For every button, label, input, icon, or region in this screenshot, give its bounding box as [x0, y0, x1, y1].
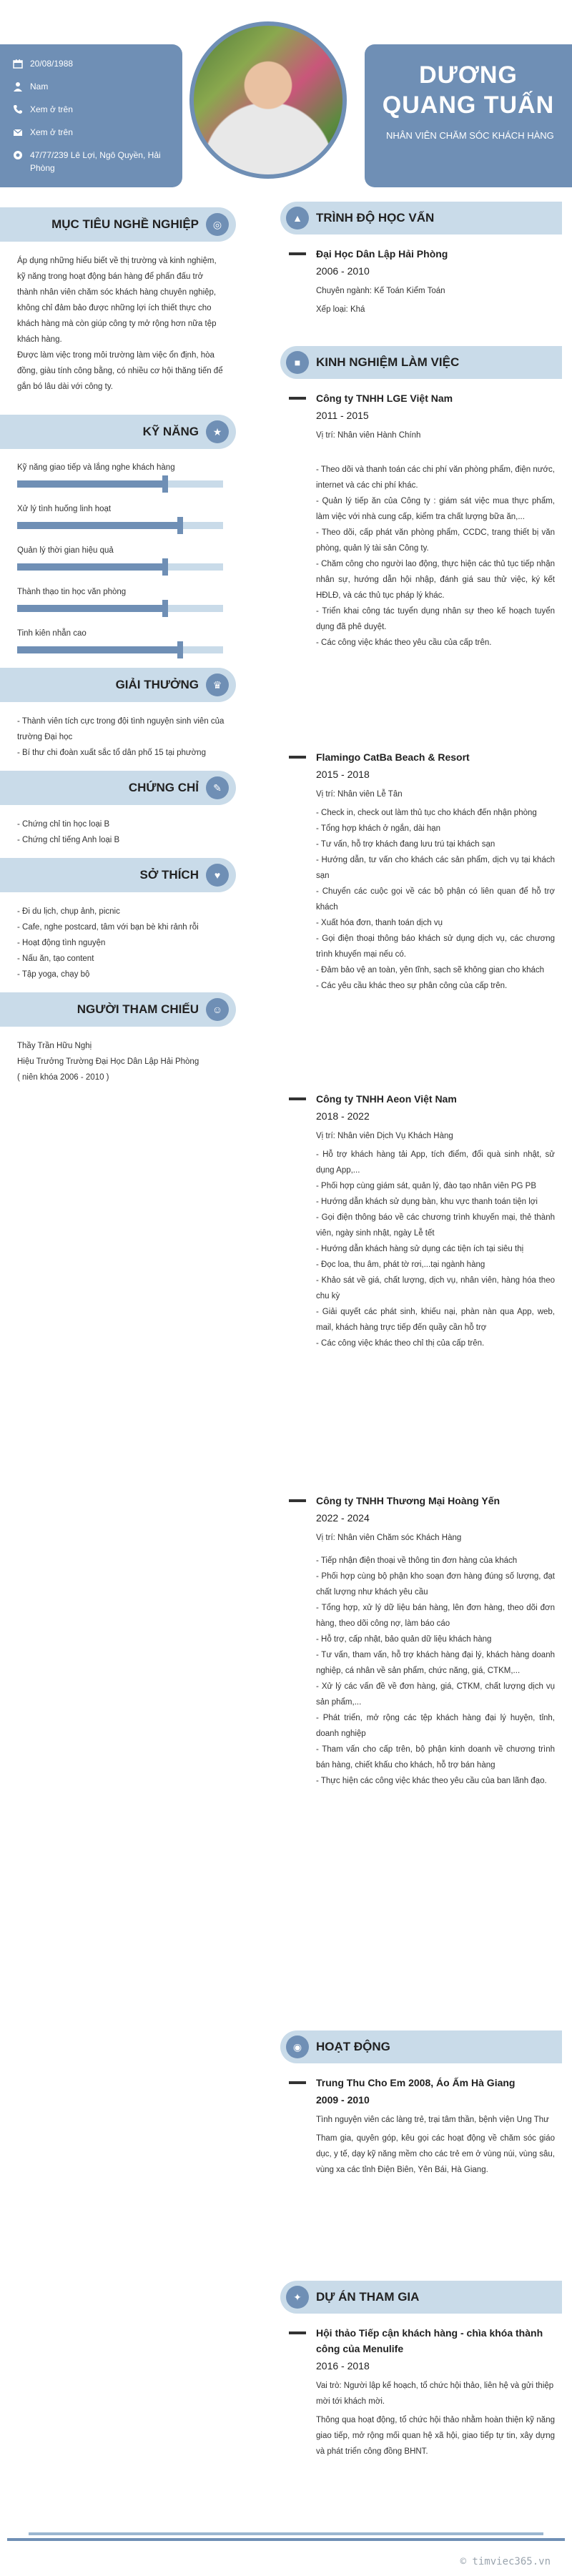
- email-text[interactable]: Xem ở trên: [30, 127, 73, 137]
- avatar: [189, 21, 347, 179]
- skill-bar: [17, 480, 223, 488]
- skill-bar-fill: [17, 605, 165, 612]
- job-date: 2015 - 2018: [316, 769, 370, 780]
- skill-bar: [17, 605, 223, 612]
- project-entry: [280, 2325, 562, 2459]
- calendar-icon: [13, 59, 23, 69]
- contact-phone: [13, 103, 169, 116]
- trophy-icon: ♛: [206, 673, 229, 696]
- heart-icon: ♥: [206, 864, 229, 887]
- job-date: 2011 - 2015: [316, 410, 369, 421]
- dob-text: 20/08/1988: [30, 59, 74, 69]
- education-grade: Xếp loại: Khá: [316, 305, 365, 314]
- job-position: Vị trí: Nhân viên Chăm sóc Khách Hàng: [316, 1534, 462, 1542]
- objective-title: MỤC TIÊU NGHỀ NGHIỆP: [51, 217, 199, 231]
- projects-header: [280, 2281, 562, 2314]
- job-description: - Hỗ trợ khách hàng tải App, tích điểm, đổi quà sinh nhật, sử dụng App,... - Phối hợp cùng giám sát, quản lý, đào tạo nhân viên PG PB - Hướng dẫn khách sử dụng bàn, khu vực thanh toán tiện lợi - Gọi điện thông báo về các chương trình khuyến mại, thẻ thành viên, ngày sinh nhật, ngày Lễ tết - Hướng dẫn khách hàng sử dụng các tiện ích tại siêu thị - Đọc loa, thu âm, phát tờ rơi,...tại ngành hàng - Khảo sát về giá, chất lượng, dịch vụ, nhân viên, hàng hóa theo chu kỳ - Giải quyết các phát sinh, khiếu nại, phàn nàn qua App, web, mail, khách hàng trực tiếp đến quầy cần hỗ trợ - Các công việc khác theo chỉ thị của cấp trên.: [316, 1150, 555, 1348]
- graduation-icon: ▲: [286, 207, 309, 230]
- location-icon: [13, 150, 23, 160]
- people-icon: ☺: [206, 998, 229, 1021]
- phone-text[interactable]: Xem ở trên: [30, 104, 73, 114]
- skill-bar-knob: [162, 558, 168, 576]
- activity-icon: ◉: [286, 2035, 309, 2058]
- right-column: [280, 202, 562, 2459]
- certificates-title: CHỨNG CHỈ: [128, 781, 199, 794]
- full-name: DƯƠNG QUANG TUẤN: [382, 61, 555, 119]
- job-position: Vị trí: Nhân viên Hành Chính: [316, 431, 421, 440]
- skill-item: [0, 626, 236, 653]
- activity-description: Tham gia, quyên góp, kêu gọi các hoạt động về chăm sóc giáo dục, y tế, dạy kỹ năng mềm cho các trẻ em ở vùng núi, vùng sâu, vùng xa các tỉnh Điện Biên, Yên Bái, Hà Giang.: [316, 2134, 555, 2174]
- education-header: [280, 202, 562, 235]
- job-position: Vị trí: Nhân viên Lễ Tân: [316, 790, 403, 799]
- awards-text: - Thành viên tích cực trong đội tình nguyện sinh viên của trường Đại học - Bí thư chi đoàn xuất sắc tổ dân phố 15 tại phường: [17, 717, 225, 757]
- job-org: Công ty TNHH Aeon Việt Nam: [316, 1093, 457, 1105]
- skill-bar-knob: [177, 517, 183, 534]
- skill-bar-fill: [17, 522, 180, 529]
- contact-panel: [0, 44, 182, 187]
- job-entry: [280, 1493, 562, 2030]
- star-icon: ★: [206, 420, 229, 443]
- hobbies-header: [0, 858, 236, 892]
- job-entry: [280, 749, 562, 1091]
- job-date: 2018 - 2022: [316, 1110, 370, 1122]
- projects-title: DỰ ÁN THAM GIA: [316, 2290, 420, 2304]
- skill-label: Thành thạo tin học văn phòng: [17, 588, 127, 596]
- gender-text: Nam: [30, 82, 49, 92]
- experience-header: [280, 346, 562, 379]
- activity-org: Trung Thu Cho Em 2008, Áo Ấm Hà Giang: [316, 2077, 516, 2088]
- skill-item: [0, 460, 236, 488]
- references-header: [0, 992, 236, 1027]
- skill-item: [0, 543, 236, 571]
- contact-dob: [13, 57, 169, 70]
- job-description: - Check in, check out làm thủ tục cho khách đến nhận phòng - Tổng hợp khách ở ngắn, dài hạn - Tư vấn, hỗ trợ khách đang lưu trú tại khách sạn - Hướng dẫn, tư vấn cho khách các sản phẩm, dịch vụ tại khách sạn - Chuyển các cuộc gọi về các bộ phận có liên quan để hỗ trợ khách - Xuất hóa đơn, thanh toán dịch vụ - Gọi điện thoại thông báo khách sử dụng dịch vụ, các chương trình khuyến mại nếu có. - Đảm bảo vệ an toàn, yên tĩnh, sạch sẽ không gian cho khách - Các yêu cầu khác theo sự phân công của cấp trên.: [316, 809, 555, 990]
- awards-title: GIẢI THƯỞNG: [115, 678, 199, 691]
- education-org: Đại Học Dân Lập Hải Phòng: [316, 248, 448, 260]
- entry-dash: [289, 252, 306, 255]
- person-icon: [13, 82, 23, 92]
- skill-bar: [17, 646, 223, 653]
- project-role: Vai trò: Người lập kế hoạch, tổ chức hội thảo, liên hệ và gửi thiệp mời tới khách mời.: [316, 2382, 554, 2406]
- objective-p1: Áp dụng những hiểu biết về thị trường và kinh nghiệm, kỹ năng trong hoạt động bán hàng để phấn đấu trở thành nhân viên chăm sóc khách hàng chuyên nghiệp, không chỉ đảm bảo được những lợi ích thiết thực cho khách hàng mà còn giúp công ty mở rộng hơn nữa tệp khách hàng.: [17, 257, 217, 344]
- skill-label: Quản lý thời gian hiệu quả: [17, 546, 114, 555]
- skill-bar-fill: [17, 480, 165, 488]
- skill-bar-knob: [177, 641, 183, 658]
- certificates-text: - Chứng chỉ tin học loại B - Chứng chỉ tiếng Anh loại B: [17, 820, 120, 844]
- hobbies-title: SỞ THÍCH: [139, 868, 199, 882]
- references-title: NGƯỜI THAM CHIẾU: [77, 1002, 199, 1016]
- skill-item: [0, 585, 236, 612]
- skill-bar-knob: [162, 600, 168, 617]
- activities-header: [280, 2030, 562, 2063]
- target-icon: ◎: [206, 213, 229, 236]
- entry-dash: [289, 2331, 306, 2334]
- skill-bar-fill: [17, 563, 165, 571]
- footer-bar-light: [29, 2532, 543, 2535]
- certificates-header: [0, 771, 236, 805]
- job-org: Flamingo CatBa Beach & Resort: [316, 751, 470, 763]
- job-org: Công ty TNHH Thương Mại Hoàng Yến: [316, 1495, 500, 1506]
- left-column: [0, 207, 236, 1085]
- job-entry: [280, 1091, 562, 1493]
- job-org: Công ty TNHH LGE Việt Nam: [316, 393, 453, 404]
- education-date: 2006 - 2010: [316, 265, 370, 277]
- education-major: Chuyên ngành: Kế Toán Kiểm Toán: [316, 287, 445, 295]
- skill-label: Kỹ năng giao tiếp và lắng nghe khách hàng: [17, 463, 175, 472]
- entry-dash: [289, 2081, 306, 2084]
- objective-p2: Được làm việc trong môi trường làm việc ổn định, hòa đồng, giàu tính công bằng, có nhiều cơ hội thăng tiến để gắn bó lâu dài với công ty.: [17, 351, 223, 391]
- job-description: - Theo dõi và thanh toán các chi phí văn phòng phẩm, điện nước, internet và các chi phí khác. - Quản lý tiếp ăn của Công ty : giám sát việc mua thực phẩm, làm việc với nhà cung cấp, kiểm tra chất lượng bữa ăn,... - Theo dõi, cấp phát văn phòng phẩm, CCDC, trang thiết bị văn phòng, quản lý tài sản Công ty. - Chăm công cho người lao động, thực hiện các thủ tục tiếp nhận nhân sự, hướng dẫn hội nhập, đánh giá sau thử việc, ký kết HĐLĐ, và các thủ tục pháp lý khác. - Triển khai công tác tuyển dụng nhân sự theo kế hoạch tuyển dụng đã phê duyệt. - Các công việc khác theo yêu cầu của cấp trên.: [316, 465, 555, 647]
- contact-email: [13, 126, 169, 139]
- contact-address: [13, 149, 169, 174]
- awards-header: [0, 668, 236, 702]
- education-title: TRÌNH ĐỘ HỌC VẤN: [316, 211, 435, 224]
- skill-bar-fill: [17, 646, 180, 653]
- phone-icon: [13, 104, 23, 114]
- skill-bar-knob: [162, 475, 168, 493]
- job-position: Vị trí: Nhân viên Dịch Vụ Khách Hàng: [316, 1132, 453, 1140]
- skill-bar: [17, 563, 223, 571]
- hobbies-text: - Đi du lịch, chụp ảnh, picnic - Cafe, nghe postcard, tâm với bạn bè khi rảnh rỗi - Hoạt động tình nguyện - Nấu ăn, tạo content - Tập yoga, chạy bộ: [17, 907, 199, 979]
- email-icon: [13, 127, 23, 137]
- skills-list: [0, 460, 236, 653]
- activity-date: 2009 - 2010: [316, 2094, 370, 2106]
- briefcase-icon: ■: [286, 351, 309, 374]
- project-org: Hội thảo Tiếp cận khách hàng - chìa khóa thành công của Menulife: [316, 2327, 543, 2354]
- education-entry: [280, 246, 562, 317]
- skills-title: KỸ NĂNG: [142, 425, 199, 438]
- footer-bar-dark: [7, 2538, 565, 2541]
- activities-title: HOẠT ĐỘNG: [316, 2040, 390, 2053]
- skill-bar: [17, 522, 223, 529]
- footer-decoration: [0, 2532, 572, 2551]
- project-icon: ✦: [286, 2286, 309, 2309]
- experience-title: KINH NGHIỆM LÀM VIỆC: [316, 355, 460, 369]
- avatar-photo: [194, 26, 342, 174]
- job-date: 2022 - 2024: [316, 1512, 370, 1524]
- skill-label: Tinh kiên nhẫn cao: [17, 629, 87, 638]
- entry-dash: [289, 397, 306, 400]
- job-entry: [280, 390, 562, 749]
- job-description: - Tiếp nhận điện thoại về thông tin đơn hàng của khách - Phối hợp cùng bộ phận kho soạn đơn hàng đúng số lượng, đạt chất lượng như khách yêu cầu - Tổng hợp, xử lý dữ liệu bán hàng, lên đơn hàng, theo dõi đơn hàng, theo dõi công nợ, làm báo cáo - Hỗ trợ, cấp nhật, bảo quản dữ liệu khách hàng - Tư vấn, tham vấn, hỗ trợ khách hàng đại lý, khách hàng doanh nghiệp, cá nhân về sản phẩm, chức năng, giá, CTKM,... - Xử lý các vấn đề về đơn hàng, giá, CTKM, chất lượng dịch vụ sản phẩm,... - Phát triển, mở rộng các tệp khách hàng đại lý huyện, tỉnh, doanh nghiệp - Tham vấn cho cấp trên, bộ phận kinh doanh về chương trình bán hàng, chiết khấu cho khách, hỗ trợ bán hàng - Thực hiện các công việc khác theo yêu cầu của ban lãnh đạo.: [316, 1556, 555, 1785]
- name-panel: [365, 44, 572, 187]
- entry-dash: [289, 756, 306, 759]
- contact-gender: [13, 80, 169, 93]
- entry-dash: [289, 1499, 306, 1502]
- objective-header: [0, 207, 236, 242]
- references-text: Thầy Trần Hữu Nghị Hiệu Trưởng Trường Đại Học Dân Lập Hải Phòng ( niên khóa 2006 - 2010 ): [17, 1042, 199, 1082]
- certificate-icon: ✎: [206, 776, 229, 799]
- skill-label: Xử lý tình huống linh hoạt: [17, 505, 112, 513]
- skills-header: [0, 415, 236, 449]
- entry-dash: [289, 1097, 306, 1100]
- address-text: 47/77/239 Lê Lợi, Ngô Quyền, Hải Phòng: [30, 150, 161, 173]
- project-date: 2016 - 2018: [316, 2360, 370, 2372]
- project-description: Thông qua hoạt động, tổ chức hội thảo nhằm hoàn thiện kỹ năng giao tiếp, mở rộng mối quan hệ xã hội, giao tiếp tự tin, xây dựng và phát triển công đồng BHNT.: [316, 2416, 555, 2456]
- activity-role: Tình nguyện viên các làng trẻ, trại tâm thần, bệnh viện Ung Thư: [316, 2116, 549, 2124]
- job-role: NHÂN VIÊN CHĂM SÓC KHÁCH HÀNG: [386, 130, 554, 141]
- activity-entry: [280, 2075, 562, 2281]
- skill-item: [0, 502, 236, 529]
- watermark: © timviec365.vn: [460, 2556, 551, 2567]
